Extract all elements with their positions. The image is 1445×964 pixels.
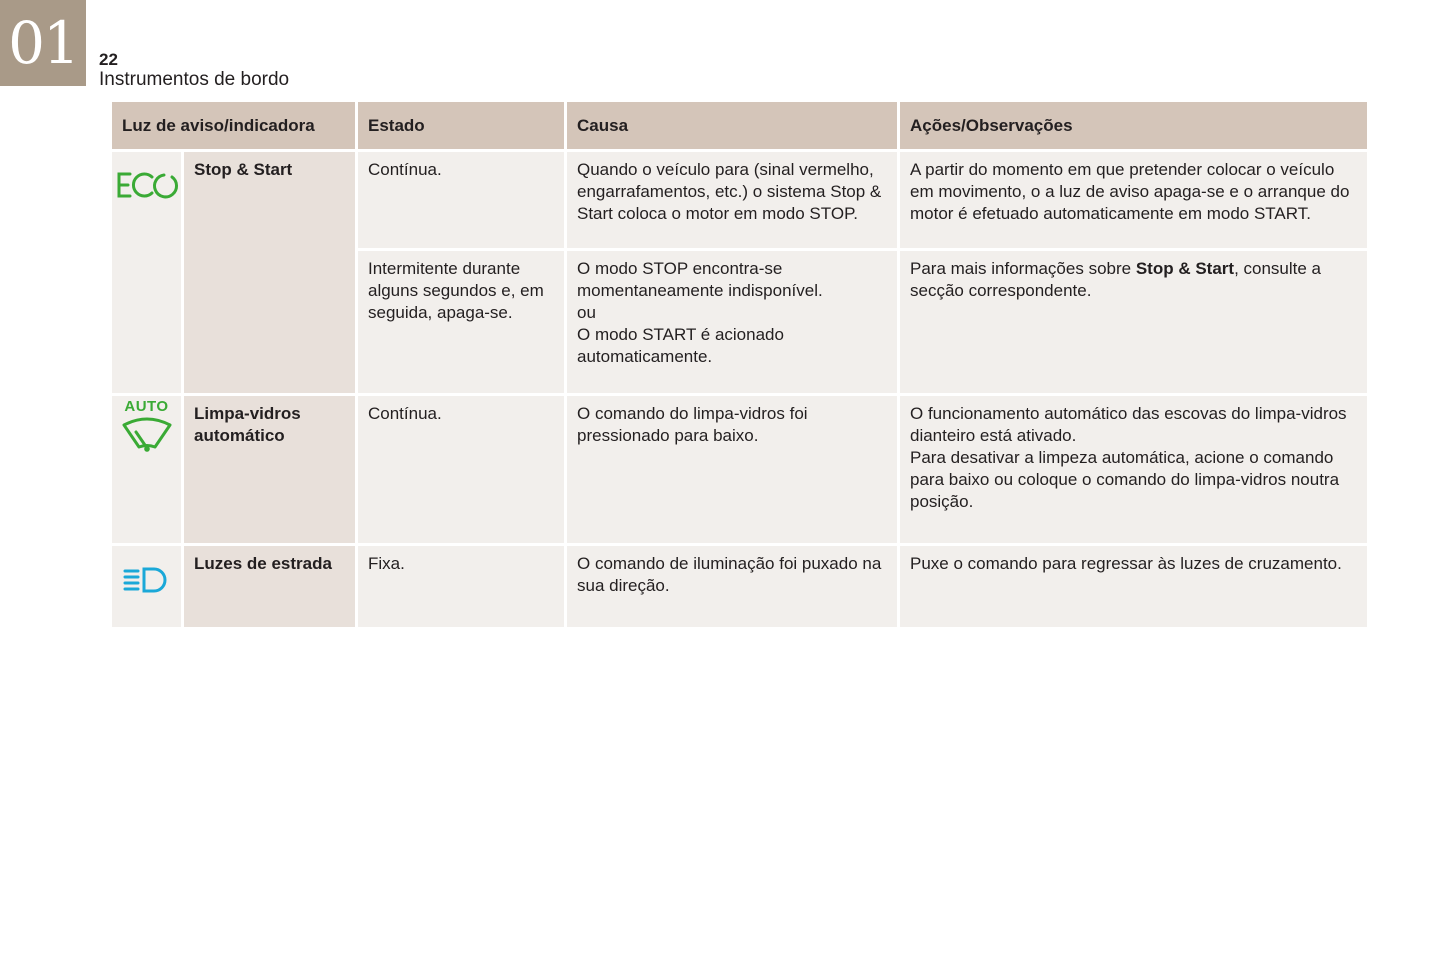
high-beam-cause: O comando de iluminação foi puxado na sua direção. <box>567 546 897 627</box>
wiper-cause: O comando do limpa-vidros foi pressionado para baixo. <box>567 396 897 543</box>
cause-line: ou <box>577 303 596 322</box>
table-row <box>112 396 1367 543</box>
cause-line: O modo START é acionado automaticamente. <box>577 325 784 366</box>
auto-label: AUTO <box>124 398 169 415</box>
table-row <box>112 152 1367 248</box>
page-number: 22 <box>99 50 118 69</box>
table-header-row <box>112 102 1367 149</box>
wiper-state: Contínua. <box>358 396 564 543</box>
stop-start-state-2: Intermitente durante alguns segundos e, em seguida, apaga-se. <box>358 251 564 393</box>
column-header-light: Luz de aviso/indicadora <box>112 102 355 149</box>
table-row <box>112 546 1367 627</box>
stop-start-icon-cell <box>112 152 181 393</box>
high-beam-state: Fixa. <box>358 546 564 627</box>
cause-line: O modo STOP encontra-se momentaneamente indisponível. <box>577 259 823 300</box>
column-header-cause: Causa <box>567 102 897 149</box>
actions-bold: Stop & Start <box>1135 259 1235 278</box>
stop-start-state-1: Contínua. <box>358 152 564 248</box>
wiper-name: Limpa-vidros automático <box>184 396 355 543</box>
actions-line: Para desativar a limpeza automática, acione o comando para baixo ou coloque o comando do limpa-vidros noutra posição. <box>910 448 1340 511</box>
chapter-tab <box>0 0 86 86</box>
section-title: Instrumentos de bordo <box>99 69 290 90</box>
eco-icon <box>115 170 179 200</box>
stop-start-actions-1: A partir do momento em que pretender colocar o veículo em movimento, o a luz de aviso apaga-se e o arranque do motor é efetuado automaticamente em modo START. <box>900 152 1367 248</box>
chapter-number: 01 <box>8 9 78 77</box>
stop-start-name: Stop & Start <box>184 152 355 393</box>
actions-line: O funcionamento automático das escovas do limpa-vidros dianteiro está ativado. <box>910 404 1347 445</box>
warning-lights-table <box>109 99 1370 630</box>
stop-start-cause-2 <box>567 251 897 393</box>
high-beam-icon-cell <box>112 546 181 627</box>
column-header-state: Estado <box>358 102 564 149</box>
column-header-actions: Ações/Observações <box>900 102 1367 149</box>
wiper-actions <box>900 396 1367 543</box>
stop-start-cause-1: Quando o veículo para (sinal vermelho, engarrafamentos, etc.) o sistema Stop & Start coloca o motor em modo STOP. <box>567 152 897 248</box>
actions-prefix: Para mais informações sobre <box>910 259 1136 278</box>
high-beam-icon <box>123 566 171 594</box>
high-beam-name: Luzes de estrada <box>184 546 355 627</box>
auto-wiper-icon <box>121 415 173 453</box>
actions-suffix: , consulte a secção correspondente. <box>910 259 1322 300</box>
high-beam-actions: Puxe o comando para regressar às luzes de cruzamento. <box>900 546 1367 627</box>
wiper-icon-cell <box>112 396 181 543</box>
stop-start-actions-2 <box>900 251 1367 393</box>
